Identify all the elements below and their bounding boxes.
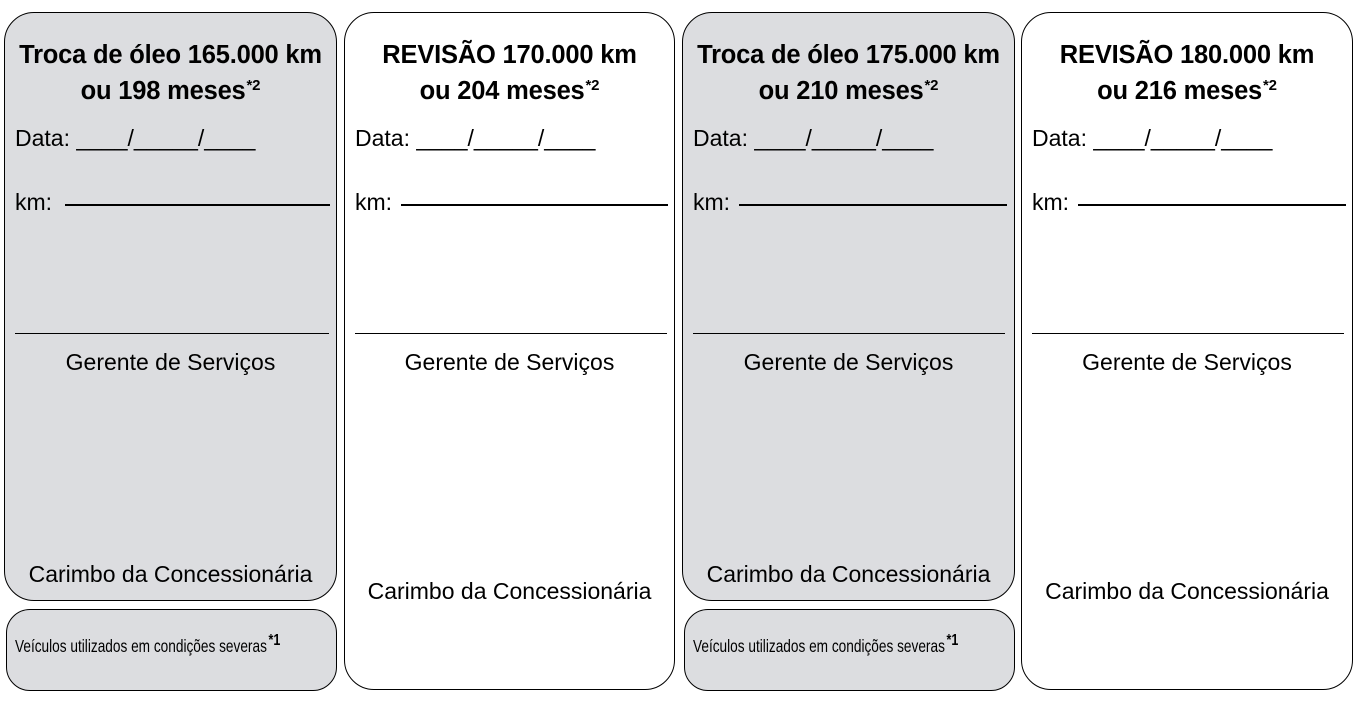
card-title-line2: ou 198 meses — [80, 77, 246, 105]
card-title-line1: Troca de óleo 175.000 km — [697, 41, 1000, 69]
signature-line[interactable] — [1032, 333, 1344, 334]
km-field[interactable] — [65, 204, 330, 206]
footnote-marker: *2 — [246, 77, 261, 94]
severe-conditions-box — [6, 609, 337, 691]
card-oil-change-165000 — [4, 12, 337, 601]
service-manager-label: Gerente de Serviços — [65, 349, 276, 375]
km-field[interactable] — [1078, 204, 1346, 206]
footnote-marker: *2 — [924, 77, 939, 94]
service-manager-label: Gerente de Serviços — [1082, 349, 1292, 375]
dealer-stamp-label: Carimbo da Concessionária — [1045, 578, 1329, 604]
km-field[interactable] — [739, 204, 1007, 206]
severe-conditions-text: Veículos utilizados em condições severas$^{*1}$ — [693, 632, 959, 656]
signature-line[interactable] — [355, 333, 667, 334]
service-manager-label: Gerente de Serviços — [404, 349, 615, 375]
card-title — [683, 37, 1014, 109]
severe-conditions-box — [684, 609, 1015, 691]
dealer-stamp-label: Carimbo da Concessionária — [706, 561, 991, 587]
signature-line[interactable] — [15, 333, 329, 334]
footnote-marker: *1 — [946, 632, 959, 649]
card-title-line2: ou 204 meses — [419, 77, 585, 105]
service-manager-label: Gerente de Serviços — [743, 349, 954, 375]
card-title-line2: ou 210 meses — [758, 77, 924, 105]
date-field[interactable]: Data: ____/_____/____ — [1032, 125, 1273, 151]
card-title — [5, 37, 336, 109]
signature-line[interactable] — [693, 333, 1005, 334]
card-title — [345, 37, 674, 109]
card-revision-180000 — [1021, 12, 1353, 690]
km-label: km: — [693, 189, 731, 215]
km-label: km: — [15, 189, 53, 215]
km-field[interactable] — [401, 204, 668, 206]
footnote-marker: *2 — [585, 77, 600, 94]
footnote-marker: *1 — [268, 632, 281, 649]
card-oil-change-175000 — [682, 12, 1015, 601]
km-label: km: — [355, 189, 393, 215]
footnote-marker: *2 — [1263, 77, 1277, 94]
card-revision-170000 — [344, 12, 675, 690]
date-field[interactable]: Data: ____/_____/____ — [355, 125, 596, 151]
card-title — [1022, 37, 1352, 109]
dealer-stamp-label: Carimbo da Concessionária — [28, 561, 313, 587]
card-title-line1: REVISÃO 180.000 km — [1059, 41, 1315, 69]
date-field[interactable]: Data: ____/_____/____ — [15, 125, 256, 151]
card-title-line1: REVISÃO 170.000 km — [382, 41, 637, 69]
date-field[interactable]: Data: ____/_____/____ — [693, 125, 934, 151]
card-title-line2: ou 216 meses — [1097, 77, 1263, 105]
severe-conditions-text: Veículos utilizados em condições severas$^{*1}$ — [15, 632, 281, 656]
dealer-stamp-label: Carimbo da Concessionária — [367, 578, 652, 604]
km-label: km: — [1032, 189, 1070, 215]
card-title-line1: Troca de óleo 165.000 km — [19, 41, 322, 69]
